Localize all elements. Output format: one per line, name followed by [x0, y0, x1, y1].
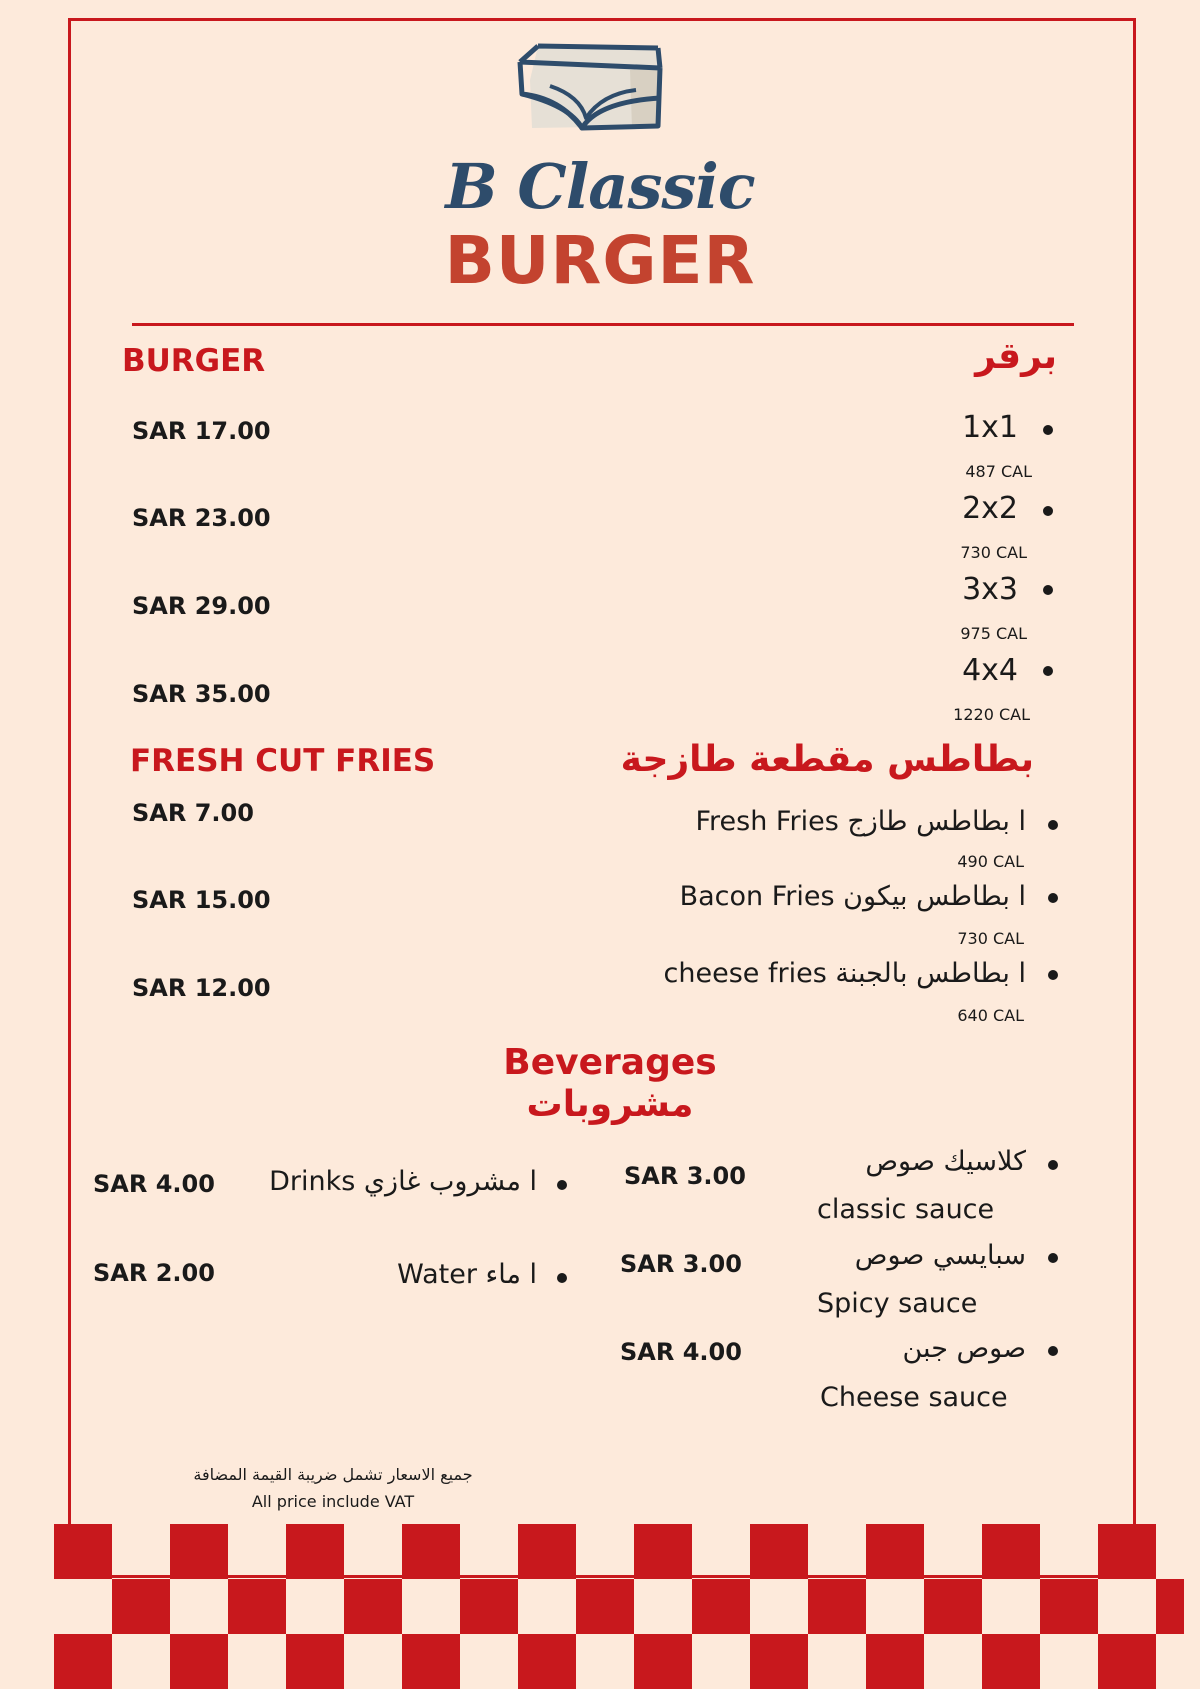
- bullet-icon: [1048, 1346, 1058, 1356]
- burger-item-name: 2x2: [962, 491, 1018, 526]
- drink-price: SAR 4.00: [93, 1170, 215, 1198]
- fries-item-name: Bacon Fries ا بطاطس بيكون: [679, 881, 1026, 912]
- bullet-icon: [1048, 1160, 1058, 1170]
- sauce-name-ar: صوص جبن: [902, 1333, 1026, 1364]
- bullet-icon: [557, 1180, 567, 1190]
- burger-item-calories: 730 CAL: [960, 543, 1027, 562]
- sauce-name-ar: سبايسي صوص: [854, 1240, 1026, 1271]
- beverages-title-ar: مشروبات: [526, 1084, 694, 1125]
- burger-price: SAR 29.00: [132, 592, 271, 620]
- sauce-name-en: classic sauce: [817, 1194, 995, 1225]
- fries-item-calories: 640 CAL: [957, 1006, 1024, 1025]
- bullet-icon: [1048, 970, 1058, 980]
- drink-item-name: Water ا ماء: [397, 1259, 537, 1290]
- bullet-icon: [557, 1273, 567, 1283]
- fries-item-calories: 730 CAL: [957, 929, 1024, 948]
- bullet-icon: [1048, 820, 1058, 830]
- burger-box-logo-icon: [510, 40, 672, 140]
- logo-main-text: BURGER: [444, 222, 756, 299]
- burger-section-title-ar: برقر: [975, 336, 1057, 377]
- burger-item-name: 3x3: [962, 572, 1018, 607]
- burger-item-name: 4x4: [962, 653, 1018, 688]
- burger-item-calories: 975 CAL: [960, 624, 1027, 643]
- vat-note-ar: جميع الاسعار تشمل ضريبة القيمة المضافة: [193, 1465, 473, 1484]
- sauce-price: SAR 3.00: [620, 1250, 742, 1278]
- logo-script-text: B Classic: [445, 150, 755, 223]
- burger-price: SAR 17.00: [132, 417, 271, 445]
- vat-note-en: All price include VAT: [251, 1492, 415, 1511]
- burger-price: SAR 23.00: [132, 504, 271, 532]
- bullet-icon: [1043, 425, 1053, 435]
- fries-price: SAR 15.00: [132, 886, 271, 914]
- burger-item-calories: 1220 CAL: [953, 705, 1030, 724]
- sauce-price: SAR 3.00: [624, 1162, 746, 1190]
- bullet-icon: [1043, 585, 1053, 595]
- fries-price: SAR 7.00: [132, 799, 254, 827]
- drink-item-name: Drinks ا مشروب غازي: [269, 1166, 537, 1197]
- checkered-pattern: [54, 1524, 1184, 1689]
- sauce-name-en: Cheese sauce: [820, 1382, 1008, 1413]
- fries-price: SAR 12.00: [132, 974, 271, 1002]
- burger-item-calories: 487 CAL: [965, 462, 1032, 481]
- fries-item-name: cheese fries ا بطاطس بالجبنة: [663, 958, 1026, 989]
- bullet-icon: [1048, 893, 1058, 903]
- header-divider: [132, 323, 1074, 326]
- sauce-name-ar: كلاسيك صوص: [865, 1146, 1026, 1177]
- bullet-icon: [1043, 666, 1053, 676]
- fries-section-title-ar: بطاطس مقطعة طازجة: [620, 739, 1034, 780]
- burger-item-name: 1x1: [962, 410, 1018, 445]
- drink-price: SAR 2.00: [93, 1259, 215, 1287]
- burger-section-title-en: BURGER: [122, 343, 266, 379]
- sauce-name-en: Spicy sauce: [817, 1288, 978, 1319]
- sauce-price: SAR 4.00: [620, 1338, 742, 1366]
- beverages-title-en: Beverages: [503, 1042, 717, 1083]
- burger-price: SAR 35.00: [132, 680, 271, 708]
- bullet-icon: [1043, 506, 1053, 516]
- fries-item-name: Fresh Fries ا بطاطس طازج: [695, 806, 1026, 837]
- bullet-icon: [1048, 1253, 1058, 1263]
- fries-section-title-en: FRESH CUT FRIES: [130, 743, 436, 779]
- fries-item-calories: 490 CAL: [957, 852, 1024, 871]
